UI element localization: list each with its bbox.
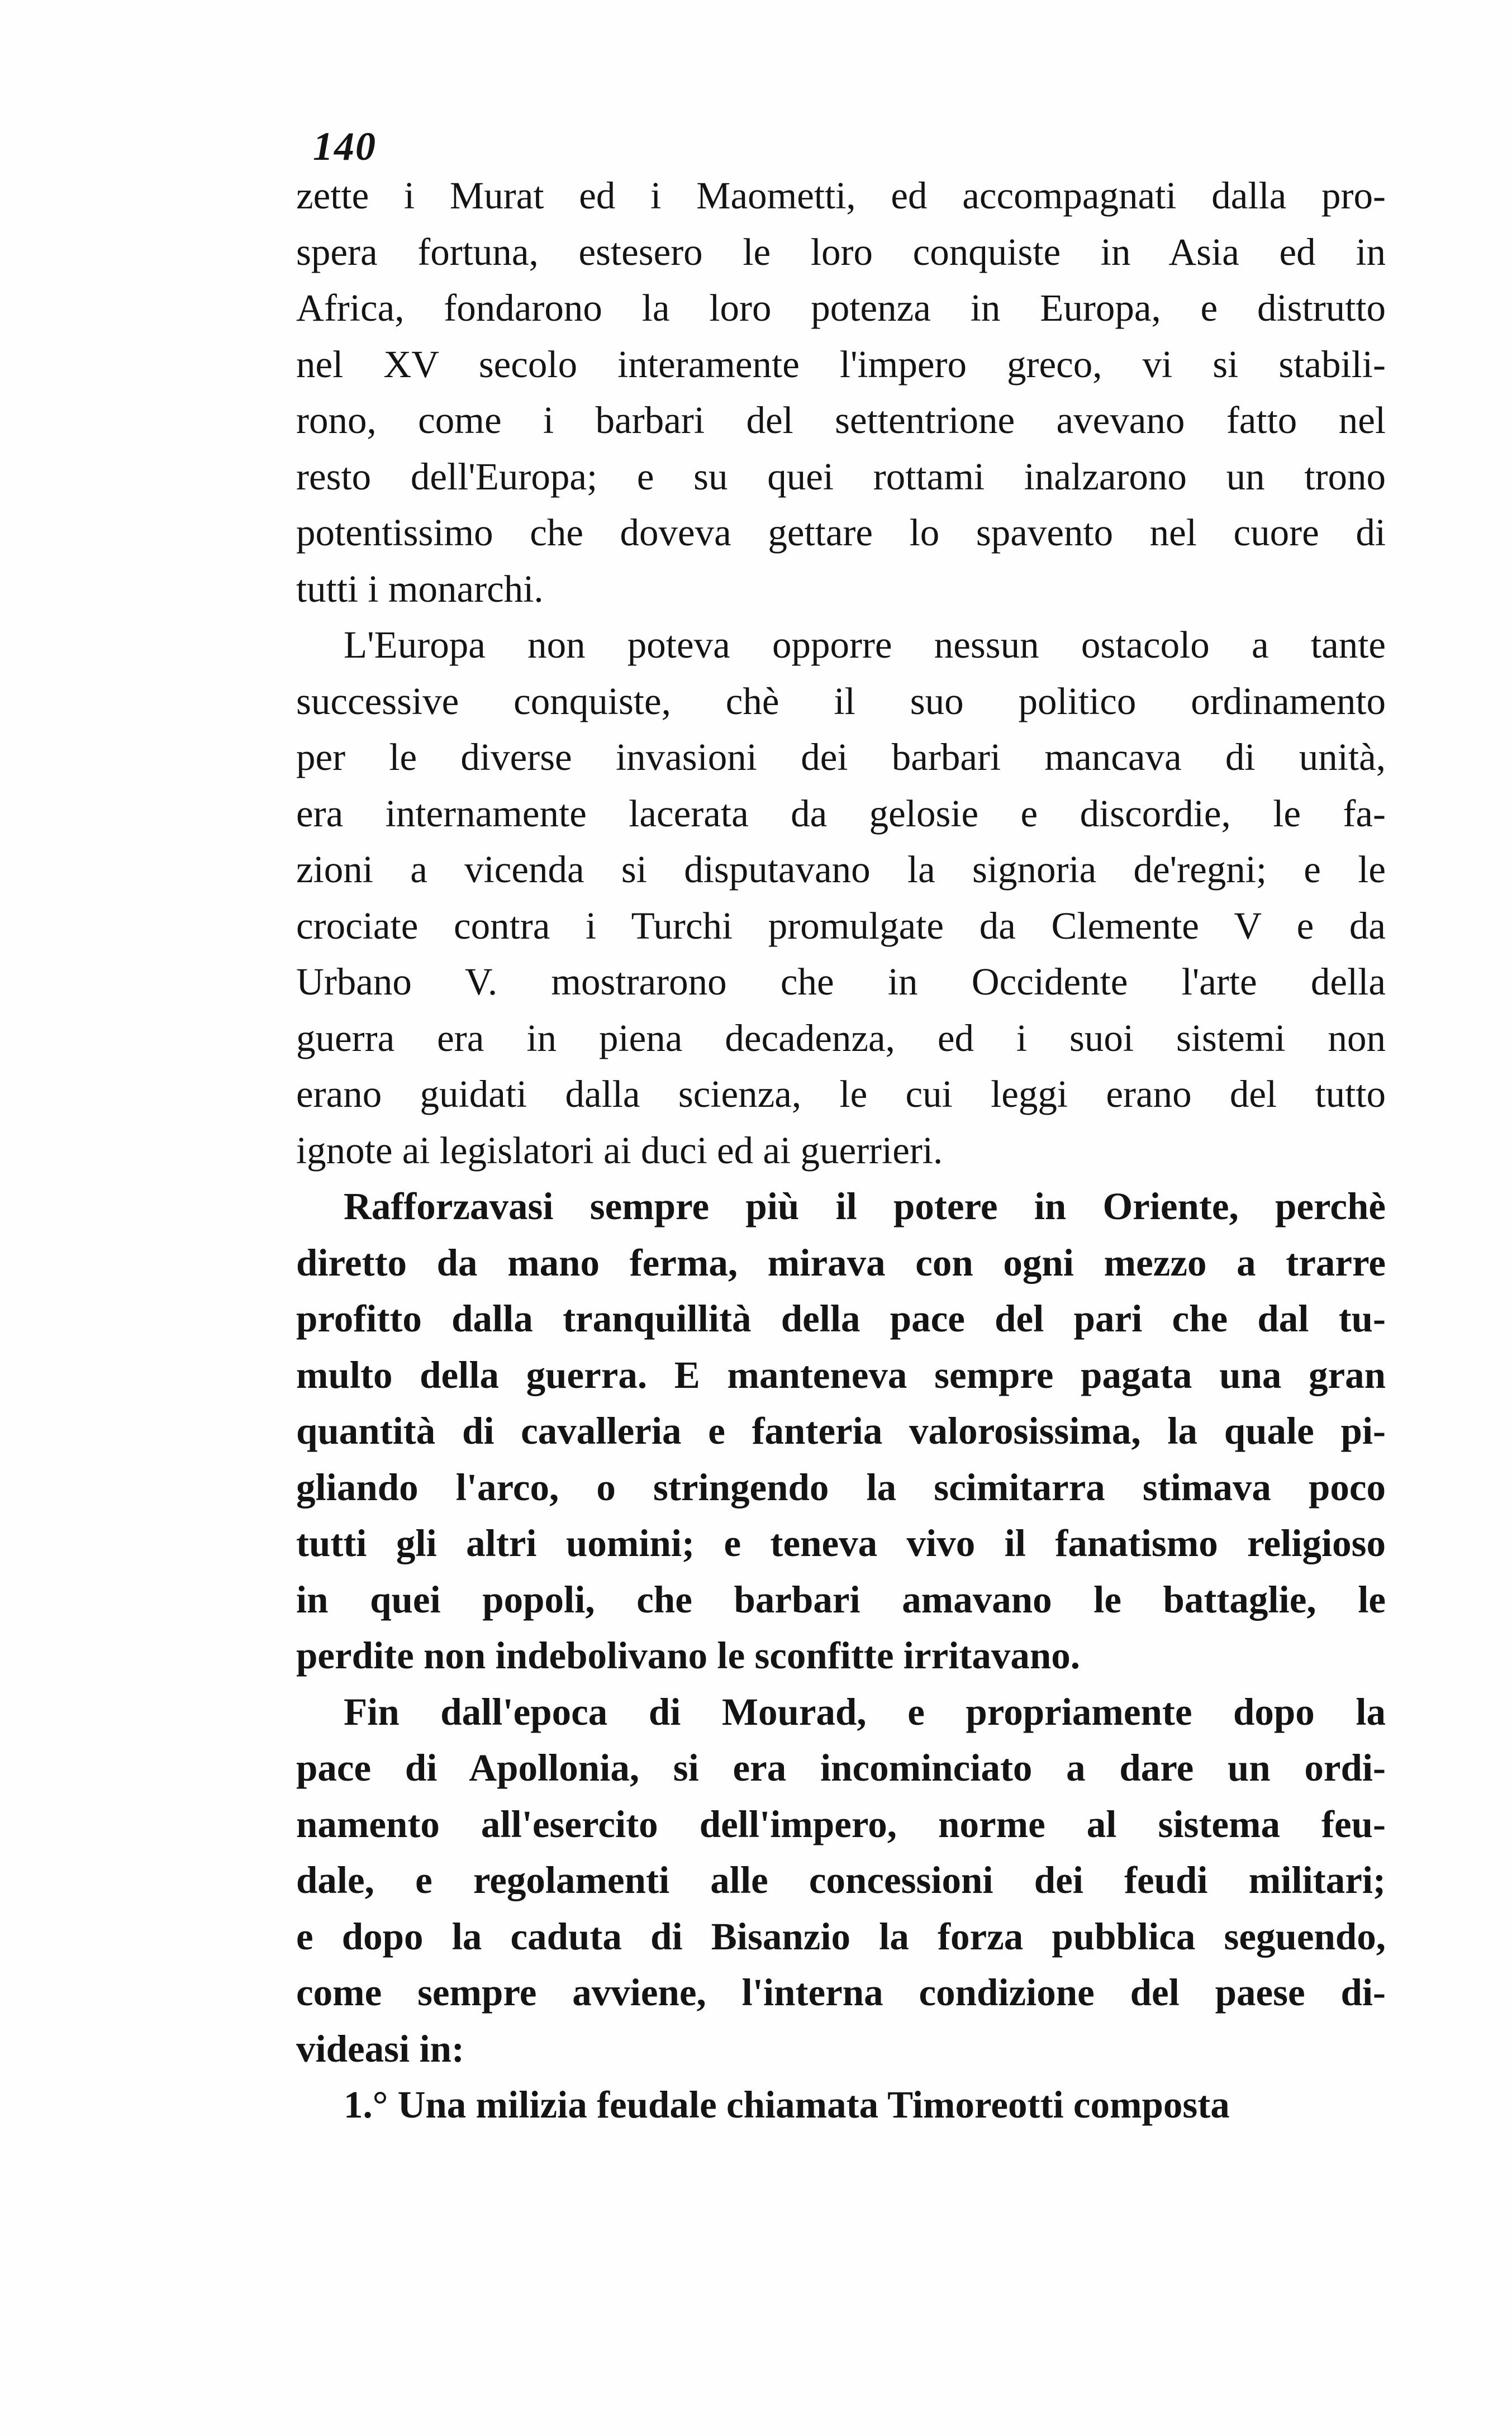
text-line: Rafforzavasi sempre più il potere in Oriente, perchè xyxy=(344,1185,1386,1227)
text-line: era internamente lacerata da gelosie e discordie, le fa- xyxy=(296,792,1386,835)
text-line: videasi in: xyxy=(296,2027,464,2070)
text-line: come sempre avviene, l'interna condizione del paese di- xyxy=(296,1971,1386,2014)
text-line: rono, come i barbari del settentrione avevano fatto nel xyxy=(296,399,1386,441)
text-line: tutti i monarchi. xyxy=(296,567,544,610)
text-line: e dopo la caduta di Bisanzio la forza pubblica seguendo, xyxy=(296,1915,1386,1958)
text-line: dale, e regolamenti alle concessioni dei feudi militari; xyxy=(296,1859,1386,1901)
body-text xyxy=(296,168,1386,2133)
paragraph-4 xyxy=(296,1684,1386,2077)
text-line: profitto dalla tranquillità della pace del pari che dal tu- xyxy=(296,1297,1386,1340)
paragraph-5 xyxy=(296,2077,1386,2133)
text-line: zioni a vicenda si disputavano la signoria de'regni; e le xyxy=(296,848,1386,891)
text-line: Fin dall'epoca di Mourad, e propriamente dopo la xyxy=(344,1690,1386,1733)
page-number: 140 xyxy=(313,124,377,169)
text-line: L'Europa non poteva opporre nessun ostacolo a tante xyxy=(344,624,1386,666)
text-line: potentissimo che doveva gettare lo spavento nel cuore di xyxy=(296,511,1386,554)
text-line: Urbano V. mostrarono che in Occidente l'arte della xyxy=(296,960,1386,1003)
text-line: crociate contra i Turchi promulgate da Clemente V e da xyxy=(296,904,1386,947)
text-line: multo della guerra. E manteneva sempre pagata una gran xyxy=(296,1353,1386,1396)
text-line: 1.° Una milizia feudale chiamata Timoreotti composta xyxy=(344,2083,1230,2126)
paragraph-3 xyxy=(296,1178,1386,1684)
paragraph-2 xyxy=(296,617,1386,1178)
text-line: ignote ai legislatori ai duci ed ai guerrieri. xyxy=(296,1129,943,1172)
text-line: spera fortuna, estesero le loro conquiste in Asia ed in xyxy=(296,230,1386,273)
text-line: successive conquiste, chè il suo politico ordinamento xyxy=(296,679,1386,722)
text-line: per le diverse invasioni dei barbari mancava di unità, xyxy=(296,736,1386,778)
text-line: guerra era in piena decadenza, ed i suoi sistemi non xyxy=(296,1016,1386,1059)
text-line: Africa, fondarono la loro potenza in Europa, e distrutto xyxy=(296,287,1386,329)
text-line: namento all'esercito dell'impero, norme al sistema feu- xyxy=(296,1802,1386,1845)
text-line: resto dell'Europa; e su quei rottami inalzarono un trono xyxy=(296,455,1386,498)
text-line: pace di Apollonia, si era incominciato a dare un ordi- xyxy=(296,1747,1386,1789)
text-line: gliando l'arco, o stringendo la scimitarra stimava poco xyxy=(296,1466,1386,1509)
text-line: quantità di cavalleria e fanteria valorosissima, la quale pi- xyxy=(296,1410,1386,1452)
text-line: in quei popoli, che barbari amavano le battaglie, le xyxy=(296,1578,1386,1621)
text-line: perdite non indebolivano le sconfitte irritavano. xyxy=(296,1634,1080,1677)
paragraph-1 xyxy=(296,168,1386,617)
text-line: nel XV secolo interamente l'impero greco, vi si stabili- xyxy=(296,342,1386,386)
text-line: erano guidati dalla scienza, le cui leggi erano del tutto xyxy=(296,1073,1386,1115)
text-line: zette i Murat ed i Maometti, ed accompagnati dalla pro- xyxy=(296,174,1386,217)
text-line: tutti gli altri uomini; e teneva vivo il fanatismo religioso xyxy=(296,1522,1386,1564)
text-line: diretto da mano ferma, mirava con ogni mezzo a trarre xyxy=(296,1241,1386,1284)
